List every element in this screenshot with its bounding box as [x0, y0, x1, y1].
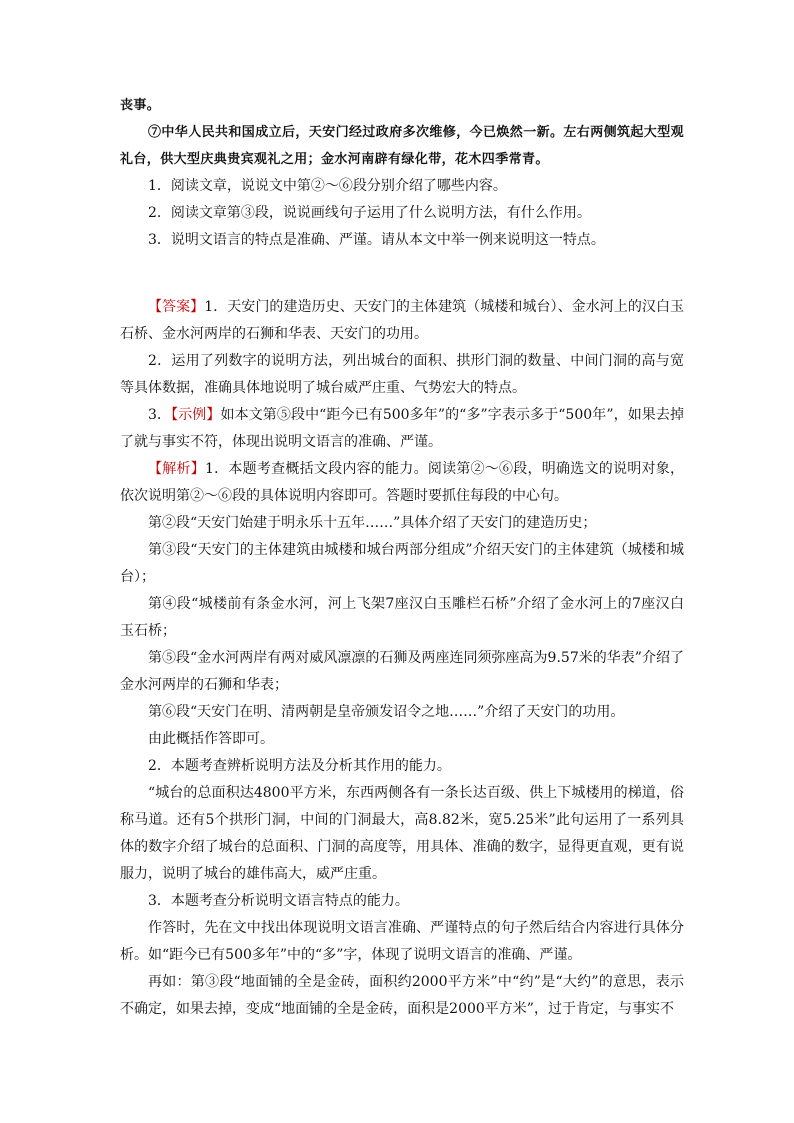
answer-label: 【答案】: [148, 299, 205, 315]
analysis-section-2: 第②段“天安门始建于明永乐十五年……”具体介绍了天安门的建造历史；: [148, 515, 597, 531]
question-2: 2．阅读文章第③段，说说画线句子运用了什么说明方法，有什么作用。: [148, 205, 591, 221]
passage-paragraph-7: ⑦中华人民共和国成立后，天安门经过政府多次维修，今已焕然一新。左右两侧筑起大型观礼台，供大型庆典贵宾观礼之用；金水河南辟有绿化带，花木四季常青。: [120, 125, 685, 167]
analysis-intro-text: 1．本题考查概括文段内容的能力。阅读第②～⑥段，明确选文的说明对象，依次说明第②～⑥段的具体说明内容即可。答题时要抓住每段的中心句。: [120, 461, 685, 504]
analysis-section-4: 第④段“城楼前有条金水河，河上飞架7座汉白玉雕栏石桥”介绍了金水河上的7座汉白玉石桥；: [120, 596, 684, 639]
answer-1-text: 1．天安门的建造历史、天安门的主体建筑（城楼和城台）、金水河上的汉白玉石桥、金水河两岸的石狮和华表、天安门的功用。: [120, 299, 685, 342]
analysis-label: 【解析】: [148, 461, 205, 477]
passage-paragraph-6-tail: 丧事。: [120, 98, 161, 113]
document-content: [120, 92, 684, 1023]
answer-1: [120, 294, 684, 348]
analysis-intro: [120, 456, 684, 510]
example-label: 【示例】: [171, 407, 221, 423]
question-1: 1．阅读文章，说说文中第②～⑥段分别介绍了哪些内容。: [148, 178, 507, 194]
question-3: 3．说明文语言的特点是准确、严谨。请从本文中举一例来说明这一特点。: [148, 232, 605, 248]
answer-3: [120, 402, 684, 456]
answer-3-number: 3．: [148, 407, 172, 423]
analysis-section-5: 第⑤段“金水河两岸有两对威风凛凛的石狮及两座连同须弥座高为9.57米的华表”介绍了金水河两岸的石狮和华表；: [120, 650, 684, 693]
analysis-q2-title: 2．本题考查辨析说明方法及分析其作用的能力。: [148, 758, 451, 774]
analysis-q2-text: “城台的总面积达4800平方米，东西两侧各有一条长达百级、供上下城楼用的梯道，俗称马道。还有5个拱形门洞，中间的门洞最大，高8.82米，宽5.25米”此句运用了一系列具体的数字介绍了城台的总面积、门洞的高度等，用具体、准确的数字，显得更直观，更有说服力，说明了城台的雄伟高大，威严庄重。: [120, 785, 684, 882]
analysis-conclusion: 由此概括作答即可。: [148, 731, 274, 747]
analysis-q3-title: 3．本题考查分析说明文语言特点的能力。: [148, 893, 409, 909]
analysis-q3-more: 再如：第③段“地面铺的全是金砖，面积约2000平方米”中“约”是“大约”的意思，表示不确定，如果去掉，变成“地面铺的全是金砖，面积是2000平方米”，过于肯定，与事实不: [120, 974, 684, 1017]
analysis-section-3: 第③段“天安门的主体建筑由城楼和城台两部分组成”介绍天安门的主体建筑（城楼和城台）；: [120, 542, 684, 585]
section-gap: [120, 254, 684, 294]
analysis-q3-text: 作答时，先在文中找出体现说明文语言准确、严谨特点的句子然后结合内容进行具体分析。如“距今已有500多年”中的“多”字，体现了说明文语言的准确、严谨。: [120, 920, 684, 963]
answer-3-text: 如本文第⑤段中“距今已有500多年”的“多”字表示多于“500年”，如果去掉了就与事实不符，体现出说明文语言的准确、严谨。: [120, 407, 684, 450]
answer-2: 2．运用了列数字的说明方法，列出城台的面积、拱形门洞的数量、中间门洞的高与宽等具体数据，准确具体地说明了城台威严庄重、气势宏大的特点。: [120, 353, 684, 396]
analysis-section-6: 第⑥段“天安门在明、清两朝是皇帝颁发诏令之地……”介绍了天安门的功用。: [148, 704, 625, 720]
